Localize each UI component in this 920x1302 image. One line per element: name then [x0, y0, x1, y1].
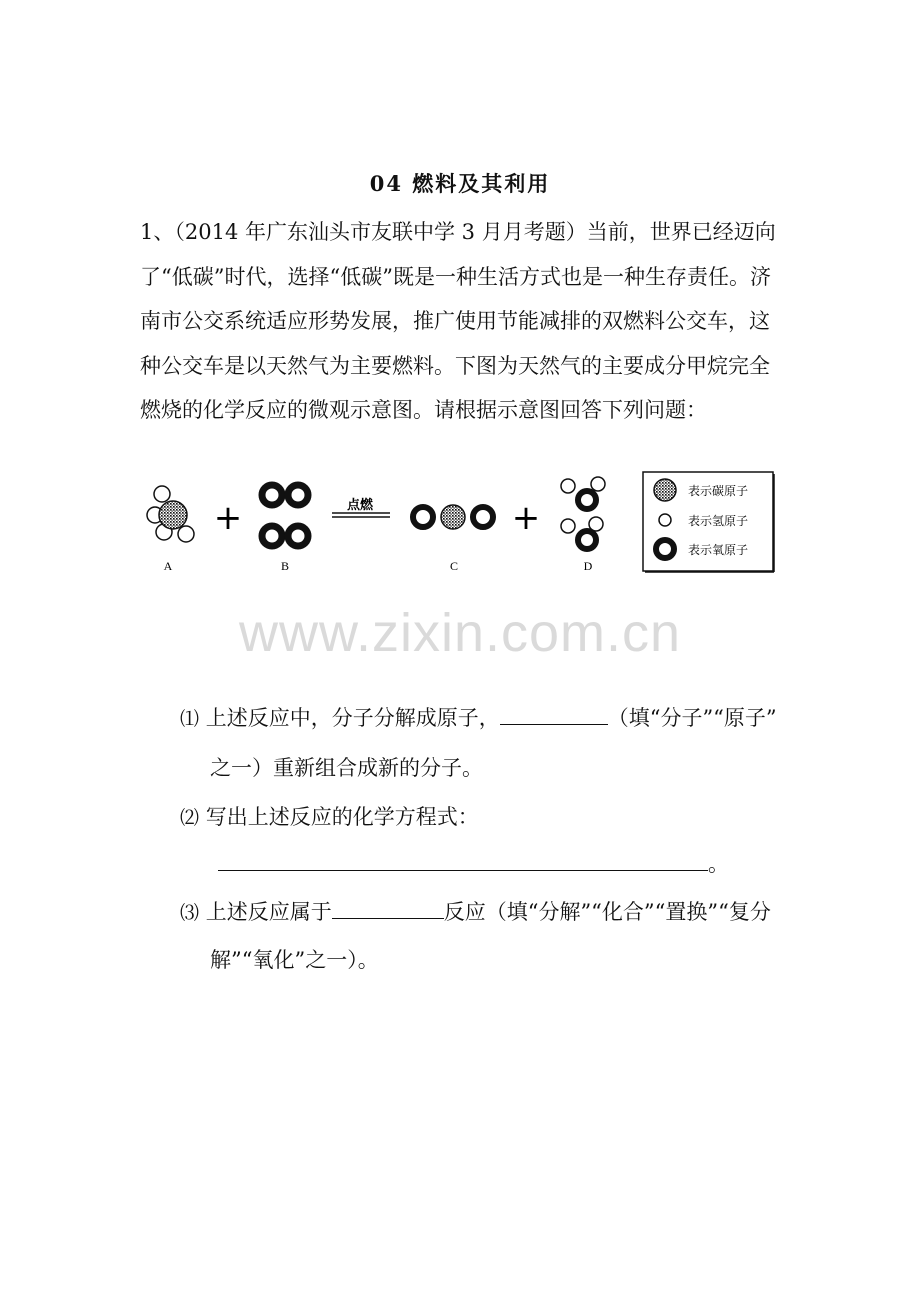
intro-line: 了“低碳”时代，选择“低碳”既是一种生活方式也是一种生存责任。济: [140, 264, 771, 289]
molecule-b-oxygen: [262, 485, 308, 546]
question-2: [180, 801, 479, 831]
legend: [643, 472, 774, 572]
oxygen-atom: [413, 507, 433, 527]
question-2-marker: ⑵: [180, 807, 200, 829]
question-3: [180, 896, 771, 926]
reaction-condition: 点燃: [346, 498, 374, 513]
hydrogen-atom-icon: [659, 514, 671, 526]
hydrogen-atom: [178, 526, 194, 542]
question-2-text: 写出上述反应的化学方程式：: [205, 805, 479, 829]
legend-carbon: 表示碳原子: [688, 484, 749, 498]
page-title: 04 燃料及其利用: [369, 171, 551, 196]
question-1-hint: （填“分子”“原子”: [607, 706, 777, 730]
oxygen-atom-icon: [656, 540, 674, 558]
molecule-a-methane: [147, 486, 194, 542]
question-intro: [140, 210, 790, 433]
intro-line: 1、（2014 年广东汕头市友联中学 3 月月考题）当前，世界已经迈向: [140, 220, 776, 244]
question-3-text: 上述反应属于: [205, 900, 332, 924]
intro-line: 种公交车是以天然气为主要燃料。下图为天然气的主要成分甲烷完全: [140, 353, 770, 378]
label-d: D: [583, 559, 593, 573]
question-1-text: 上述反应中，分子分解成原子，: [205, 706, 500, 730]
oxygen-atom: [262, 526, 282, 546]
oxygen-atom: [578, 491, 596, 509]
oxygen-atom: [578, 531, 596, 549]
reaction-diagram: [140, 470, 780, 580]
plus-sign: +: [511, 498, 541, 538]
question-1-continuation: 之一）重新组合成新的分子。: [210, 756, 483, 780]
molecule-d-water: [561, 477, 605, 549]
molecule-c-co2: [413, 505, 493, 529]
carbon-atom-icon: [654, 479, 676, 501]
question-1-marker: ⑴: [180, 708, 200, 730]
label-b: B: [280, 559, 290, 573]
answer-blank-1[interactable]: [500, 704, 608, 725]
carbon-atom: [441, 505, 465, 529]
hydrogen-atom: [561, 479, 575, 493]
intro-line: 南市公交系统适应形势发展，推广使用节能减排的双燃料公交车，这: [140, 309, 770, 334]
question-3-hint: 反应（填“分解”“化合”“置换”“复分: [443, 900, 771, 924]
carbon-atom: [159, 501, 187, 529]
answer-blank-2[interactable]: [218, 850, 708, 871]
answer-blank-3[interactable]: [332, 898, 444, 919]
label-c: C: [449, 559, 459, 573]
watermark: www.zixin.com.cn: [238, 603, 682, 663]
oxygen-atom: [288, 485, 308, 505]
hydrogen-atom: [154, 486, 170, 502]
legend-oxygen: 表示氧原子: [688, 543, 749, 557]
oxygen-atom: [473, 507, 493, 527]
hydrogen-atom: [561, 519, 575, 533]
label-a: A: [163, 559, 173, 573]
question-1: [180, 702, 777, 732]
oxygen-atom: [262, 485, 282, 505]
oxygen-atom: [288, 526, 308, 546]
answer-line-2: [218, 848, 729, 878]
question-3-marker: ⑶: [180, 902, 200, 924]
answer-line-end: 。: [708, 852, 729, 876]
hydrogen-atom: [591, 477, 605, 491]
legend-hydrogen: 表示氢原子: [688, 514, 749, 528]
intro-line: 燃烧的化学反应的微观示意图。请根据示意图回答下列问题：: [140, 398, 707, 423]
question-3-continuation: 解”“氧化”之一）。: [210, 948, 379, 972]
plus-sign: +: [213, 498, 243, 538]
